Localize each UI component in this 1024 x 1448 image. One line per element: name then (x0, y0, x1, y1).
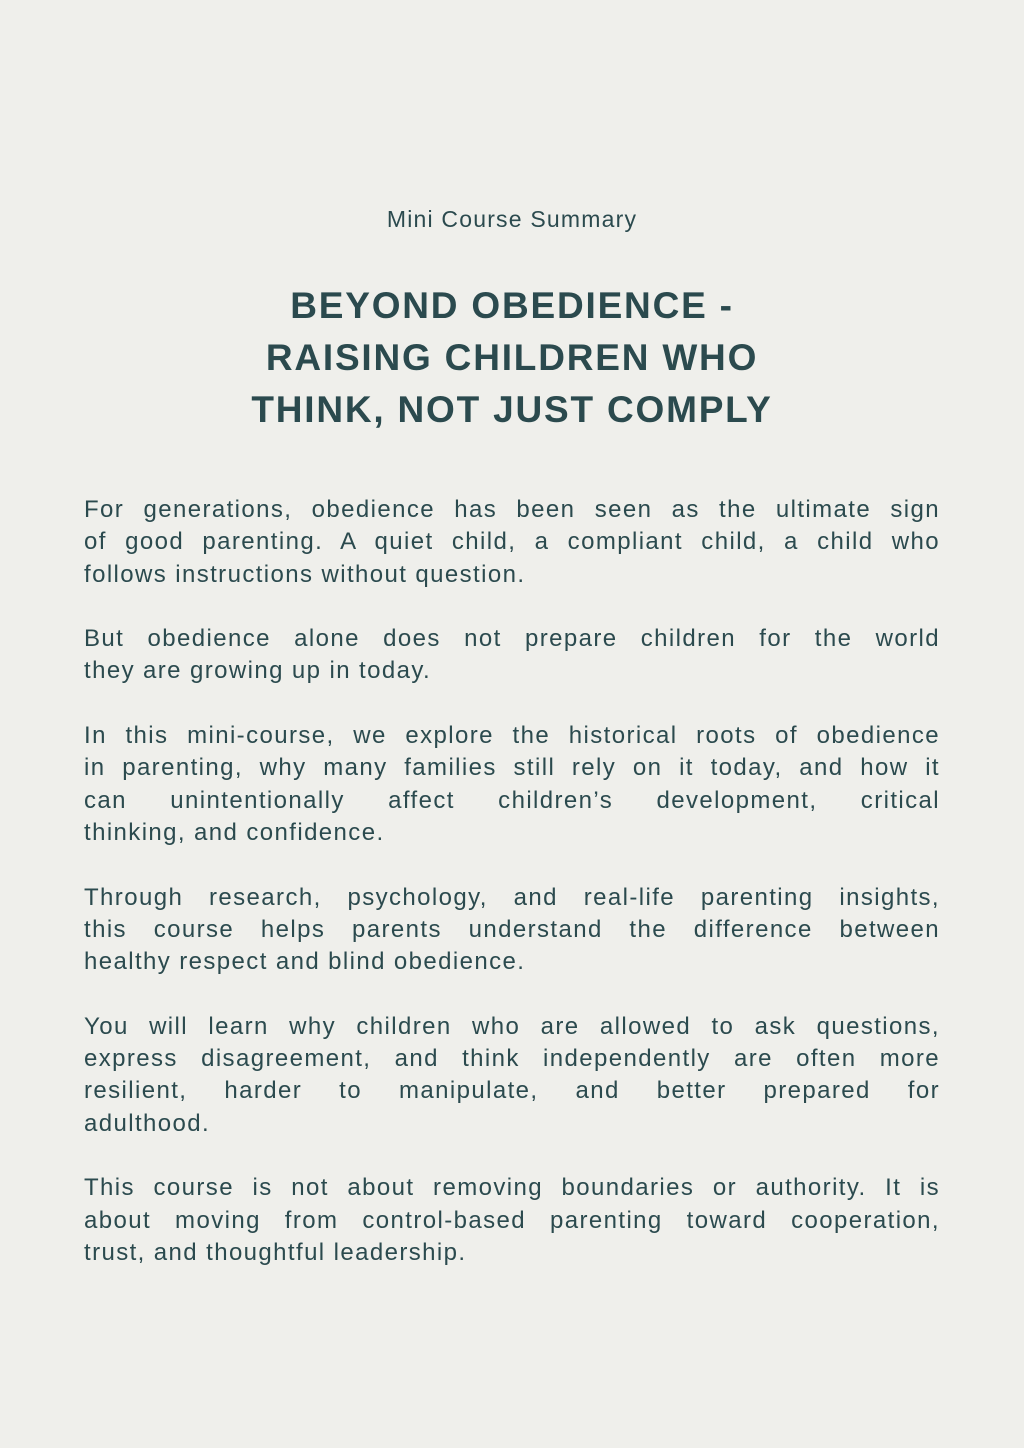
paragraph-line: This course is not about removing boundaries or authority. It is (84, 1174, 940, 1202)
paragraph-line: follows instructions without question. (84, 560, 526, 588)
paragraph-line: For generations, obedience has been seen as the ultimate sign (84, 496, 940, 523)
paragraph-line: In this mini-course, we explore the historical roots of obedience (84, 722, 940, 750)
paragraph-line: Through research, psychology, and real-life parenting insights, (84, 883, 940, 911)
paragraph-line: thinking, and confidence. (84, 818, 385, 846)
paragraph-line: express disagreement, and think independently are often more (84, 1045, 940, 1073)
paragraph-line: resilient, harder to manipulate, and better prepared for (84, 1077, 940, 1105)
paragraph (84, 1011, 940, 1140)
paragraph (84, 494, 940, 591)
paragraph-line: But obedience alone does not prepare children for the world (84, 625, 940, 653)
paragraph-line: of good parenting. A quiet child, a compliant child, a child who (84, 528, 940, 556)
paragraph-line: in parenting, why many families still rely on it today, and how it (84, 754, 940, 782)
paragraph (84, 720, 940, 849)
paragraph-line: You will learn why children who are allowed to ask questions, (84, 1012, 940, 1040)
paragraph-line: this course helps parents understand the difference between (84, 915, 940, 943)
paragraph (84, 1172, 940, 1269)
document-title (0, 280, 1024, 436)
paragraph-line: they are growing up in today. (84, 657, 432, 685)
paragraph-line: about moving from control-based parenting toward cooperation, (84, 1206, 940, 1234)
paragraph (84, 623, 940, 688)
title-line: THINK, NOT JUST COMPLY (251, 389, 773, 430)
title-line: BEYOND OBEDIENCE - (290, 285, 734, 326)
paragraph-line: trust, and thoughtful leadership. (84, 1238, 467, 1266)
title-line: RAISING CHILDREN WHO (265, 337, 759, 378)
paragraph (84, 882, 940, 979)
paragraph-line: can unintentionally affect children’s development, critical (84, 786, 940, 814)
paragraph-line: adulthood. (84, 1109, 211, 1137)
document-subtitle: Mini Course Summary (386, 206, 638, 232)
paragraph-line: healthy respect and blind obedience. (84, 948, 526, 976)
document-body (84, 494, 940, 1301)
